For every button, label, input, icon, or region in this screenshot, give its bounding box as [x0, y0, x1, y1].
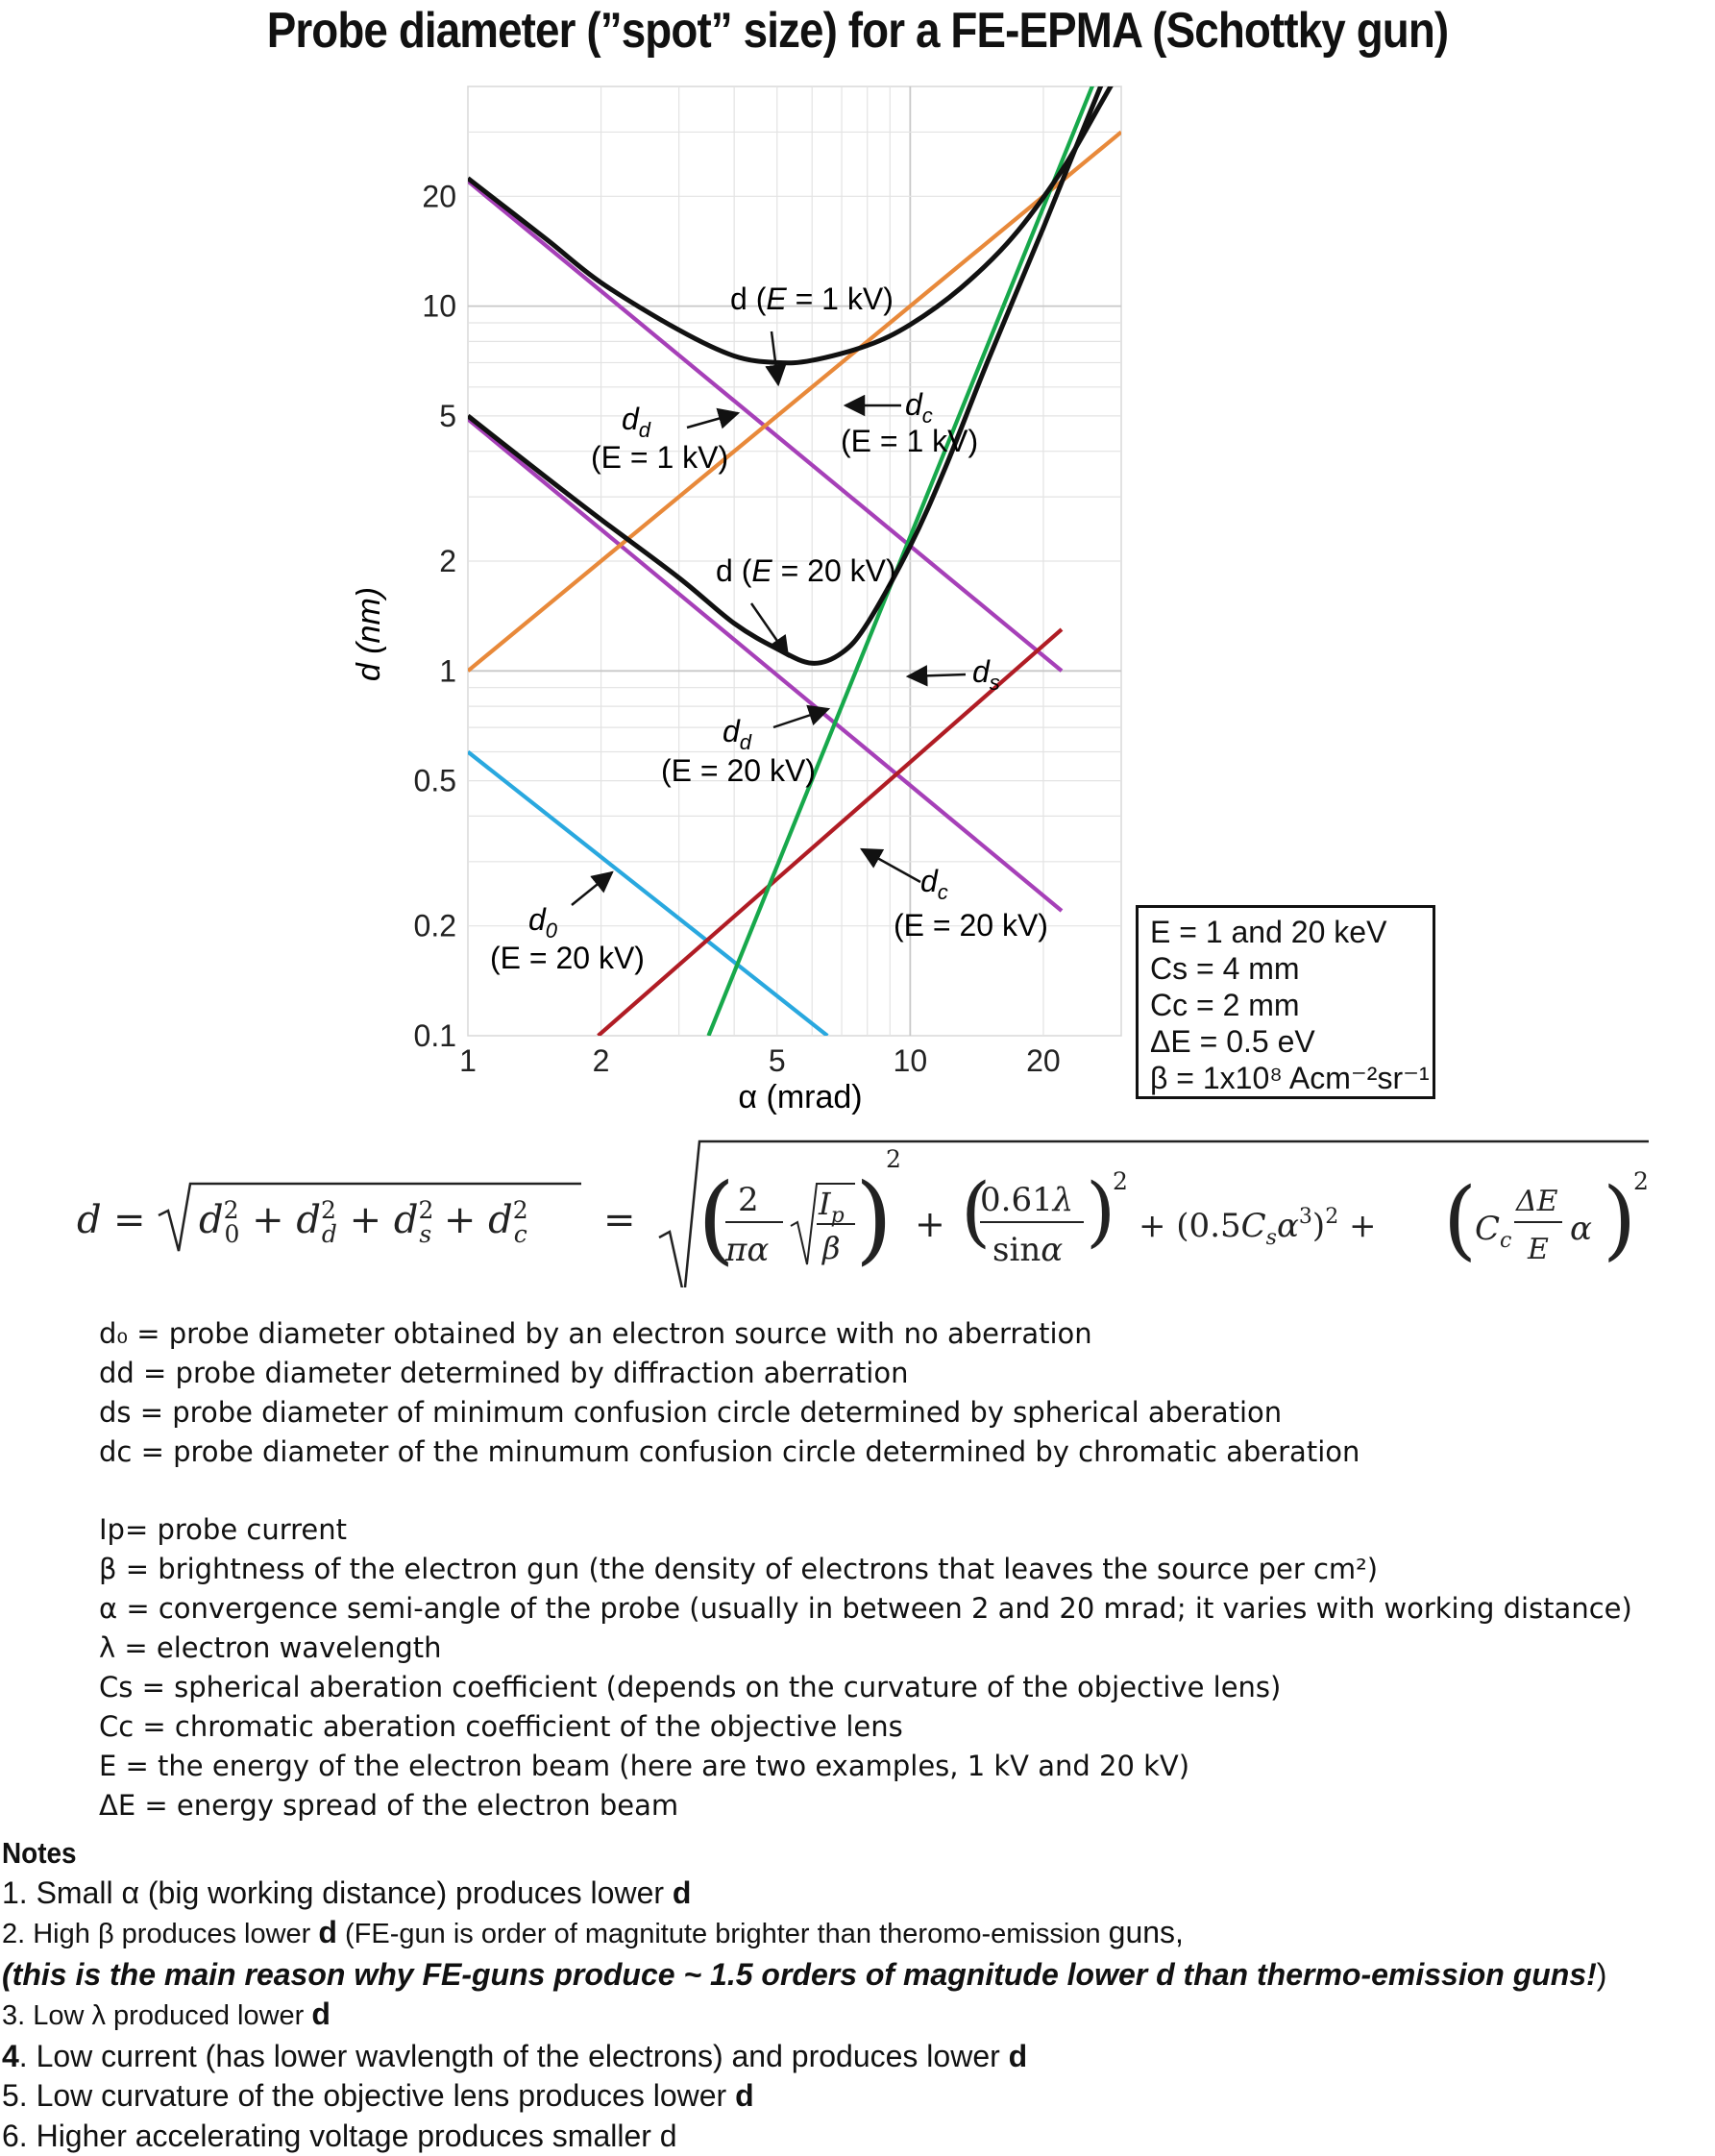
annotation-dc-20kv-symbol: $d_c$ — [920, 864, 948, 904]
svg-text:2: 2 — [1113, 1167, 1128, 1195]
definition-dc: dc = probe diameter of the minumum confusion circle determined by chromatic aberation — [99, 1433, 1360, 1472]
annotation-dc-20kv-energy: (E = 20 kV) — [894, 908, 1048, 943]
x-tick-label: 10 — [894, 1043, 928, 1078]
annotation-d-20kv: d (E = 20 kV) — [716, 553, 896, 588]
definition-d0: d₀ = probe diameter obtained by an electron source with no aberration — [99, 1314, 1360, 1354]
x-tick-label: 1 — [459, 1043, 477, 1078]
svg-text:+ (0.5Csα3)2 +: + $(0.5C_s\alpha^3)^2$ + — [1139, 1205, 1376, 1250]
annotation-dc-1kv-symbol: $d_c$ — [905, 387, 933, 428]
svg-text:β: β — [821, 1230, 841, 1266]
y-tick-label: 10 — [422, 289, 456, 324]
svg-text:): ) — [1086, 1166, 1115, 1256]
y-axis-label-text: d (nm) — [351, 587, 387, 681]
svg-text:+: + — [915, 1203, 945, 1245]
variable-ip: Ip= probe current — [99, 1510, 1632, 1550]
param-cs: Cs = 4 mm — [1150, 950, 1421, 987]
svg-text:(: ( — [1443, 1169, 1477, 1270]
annotation-dc-1kv-energy: (E = 1 kV) — [841, 424, 978, 458]
definition-ds: ds = probe diameter of minimum confusion circle determined by spherical aberation — [99, 1393, 1360, 1433]
probe-diameter-formula — [0, 1134, 1715, 1287]
annotation-dd-1kv-symbol: $d_d$ — [622, 402, 651, 442]
note-2: 2. High β produces lower d (FE-gun is order of magnitute brighter than theromo-emission guns, — [2, 1913, 1606, 1955]
variable-delta-e: ΔE = energy spread of the electron beam — [99, 1786, 1632, 1825]
annotation-ds-symbol: $d_s$ — [972, 654, 1000, 695]
y-tick-label: 1 — [439, 653, 456, 688]
variables-list — [99, 1510, 1632, 1825]
page-title: Probe diameter (”spot” size) for a FE-EPMA (Schottky gun) — [103, 2, 1612, 60]
svg-text:): ) — [855, 1163, 893, 1275]
y-tick-label: 0.5 — [414, 764, 456, 798]
svg-text:(: ( — [961, 1166, 991, 1256]
notes-heading: Notes — [2, 1833, 1446, 1874]
definitions-list — [99, 1314, 1360, 1472]
svg-text:(: ( — [698, 1163, 735, 1275]
variable-lambda: λ = electron wavelength — [99, 1629, 1632, 1668]
annotation-dd-1kv-energy: (E = 1 kV) — [591, 440, 728, 475]
y-tick-label: 0.2 — [414, 909, 456, 943]
svg-text:sinα: sinα — [992, 1231, 1063, 1269]
svg-text:2: 2 — [886, 1145, 901, 1173]
svg-text:d: d — [77, 1198, 102, 1242]
variable-alpha: α = convergence semi-angle of the probe (usually in between 2 and 20 mrad; it varies with working distance) — [99, 1589, 1632, 1629]
svg-text:0.61λ: 0.61λ — [980, 1181, 1073, 1219]
annotation-dd-20kv-symbol: $d_d$ — [723, 714, 752, 754]
y-tick-label: 20 — [422, 179, 456, 213]
y-tick-label: 2 — [439, 544, 456, 578]
y-tick-label: 5 — [439, 399, 456, 433]
svg-text:=: = — [603, 1198, 636, 1242]
x-tick-label: 5 — [769, 1043, 786, 1078]
notes-section — [2, 1833, 1606, 2156]
variable-beta: β = brightness of the electron gun (the density of electrons that leaves the source per cm²) — [99, 1550, 1632, 1589]
param-cc: Cc = 2 mm — [1150, 987, 1421, 1023]
note-6: 6. Higher accelerating voltage produces smaller d — [2, 2117, 1606, 2156]
svg-text:E: E — [1527, 1233, 1549, 1266]
note-4: 4. Low current (has lower wavlength of the electrons) and produces lower d — [2, 2037, 1606, 2077]
x-tick-label: 2 — [593, 1043, 610, 1078]
svg-text:d20 + d2d + d2s + d2c: $d^2$ $0 + d^2$ $d + d^2$ $s + d^2$ c — [199, 1196, 528, 1248]
note-5: 5. Low curvature of the objective lens produces lower d — [2, 2076, 1606, 2117]
definition-dd: dd = probe diameter determined by diffraction aberration — [99, 1354, 1360, 1393]
x-tick-label: 20 — [1026, 1043, 1061, 1078]
note-2-emphasis: (this is the main reason why FE-guns produce ~ 1.5 orders of magnitude lower d than thermo-emission guns!) — [2, 1955, 1606, 1996]
y-tick-label: 0.1 — [414, 1018, 456, 1053]
svg-text:α: α — [1570, 1210, 1592, 1248]
param-delta-e: ΔE = 0.5 eV — [1150, 1023, 1421, 1060]
param-beta: β = 1x10⁸ Acm⁻²sr⁻¹ — [1150, 1060, 1421, 1096]
variable-e: E = the energy of the electron beam (here are two examples, 1 kV and 20 kV) — [99, 1747, 1632, 1786]
annotation-d0-energy: (E = 20 kV) — [490, 941, 645, 975]
svg-text:πα: πα — [724, 1231, 769, 1269]
note-1: 1. Small α (big working distance) produces lower d — [2, 1874, 1606, 1914]
y-axis-label — [351, 587, 387, 681]
annotation-dd-20kv-energy: (E = 20 kV) — [661, 753, 816, 788]
parameters-box — [1136, 905, 1435, 1099]
svg-text:): ) — [1603, 1169, 1636, 1270]
annotation-d-1kv: d (E = 1 kV) — [730, 282, 894, 316]
param-energy: E = 1 and 20 keV — [1150, 914, 1421, 950]
variable-cs: Cs = spherical aberation coefficient (depends on the curvature of the objective lens) — [99, 1668, 1632, 1707]
variable-cc: Cc = chromatic aberation coefficient of the objective lens — [99, 1707, 1632, 1747]
svg-text:ΔE: ΔE — [1515, 1185, 1558, 1218]
svg-text:=: = — [113, 1198, 146, 1242]
note-3: 3. Low λ produced lower d — [2, 1995, 1606, 2037]
svg-text:2: 2 — [1633, 1167, 1649, 1195]
svg-text:2: 2 — [738, 1181, 759, 1219]
annotation-d0-symbol: $d_0$ — [528, 902, 558, 943]
svg-text:Ip: $I_p$ — [818, 1186, 845, 1228]
x-axis-label: α (mrad) — [738, 1079, 862, 1115]
svg-text:Cc: $C_c$ — [1475, 1210, 1511, 1253]
